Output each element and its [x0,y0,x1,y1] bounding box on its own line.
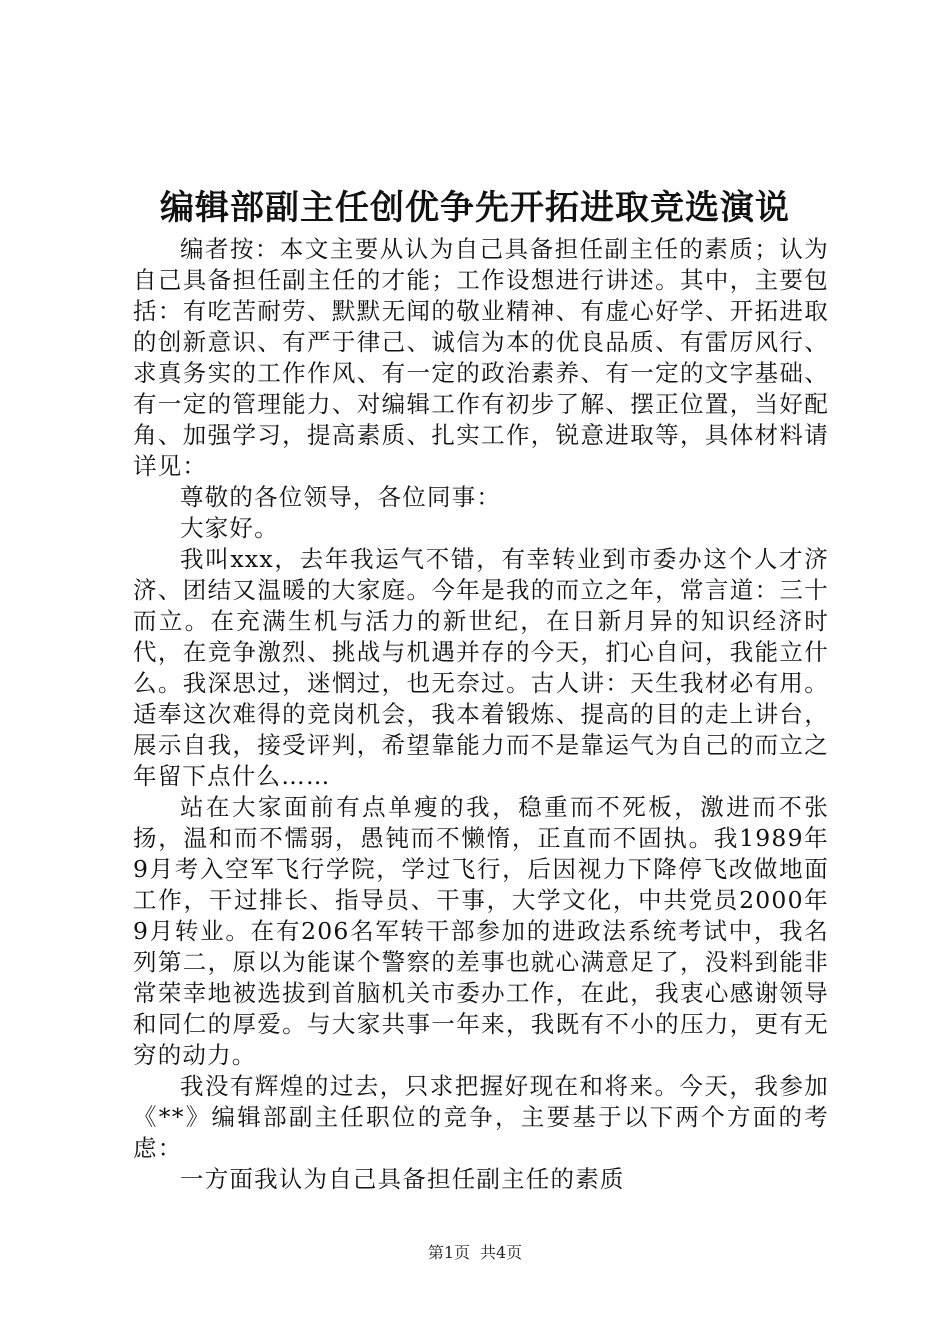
page-number: 第1页 [427,1243,470,1262]
salutation-paragraph: 尊敬的各位领导，各位同事： [180,483,502,511]
editor-note-paragraph: 编者按：本文主要从认为自己具备担任副主任的素质；认为自己具备担任副主任的才能；工作设想进行讲述。其中，主要包括：有吃苦耐劳、默默无闻的敬业精神、有虚心好学、开拓进取的创新意识、有严于律己、诚信为本的优良品质、有雷厉风行、求真务实的工作作风、有一定的政治素养、有一定的文字基础、有一定的管理能力、对编辑工作有初步了解、摆正位置，当好配角、加强学习，提高素质、扎实工作，锐意进取等，具体材料请详见： [133,235,829,480]
document-body [133,234,829,1195]
section-heading-paragraph: 一方面我认为自己具备担任副主任的素质 [180,1165,625,1193]
greeting-paragraph: 大家好。 [180,514,279,542]
introduction-paragraph: 我叫xxx，去年我运气不错，有幸转业到市委办这个人才济济、团结又温暖的大家庭。今年是我的而立之年，常言道：三十而立。在充满生机与活力的新世纪，在日新月异的知识经济时代，在竞争激烈、挑战与机遇并存的今天，扪心自问，我能立什么。我深思过，迷惘过，也无奈过。古人讲：天生我材必有用。适奉这次难得的竞岗机会，我本着锻炼、提高的目的走上讲台，展示自我，接受评判，希望靠能力而不是靠运气为自己的而立之年留下点什么…… [133,545,829,790]
document-title: 编辑部副主任创优争先开拓进取竞选演说 [160,188,790,228]
page-footer [0,1243,950,1263]
motivation-paragraph: 我没有辉煌的过去，只求把握好现在和将来。今天，我参加《**》编辑部副主任职位的竞争，主要基于以下两个方面的考虑： [133,1072,829,1162]
total-pages: 共4页 [480,1243,523,1262]
background-paragraph: 站在大家面前有点单瘦的我，稳重而不死板，激进而不张扬，温和而不懦弱，愚钝而不懒惰，正直而不固执。我1989年9月考入空军飞行学院，学过飞行，后因视力下降停飞改做地面工作，干过排长、指导员、干事，大学文化，中共党员2000年9月转业。在有206名军转干部参加的进政法系统考试中，我名列第二，原以为能谋个警察的差事也就心满意足了，没料到能非常荣幸地被选拔到首脑机关市委办工作，在此，我衷心感谢领导和同仁的厚爱。与大家共事一年来，我既有不小的压力，更有无穷的动力。 [133,793,829,1069]
